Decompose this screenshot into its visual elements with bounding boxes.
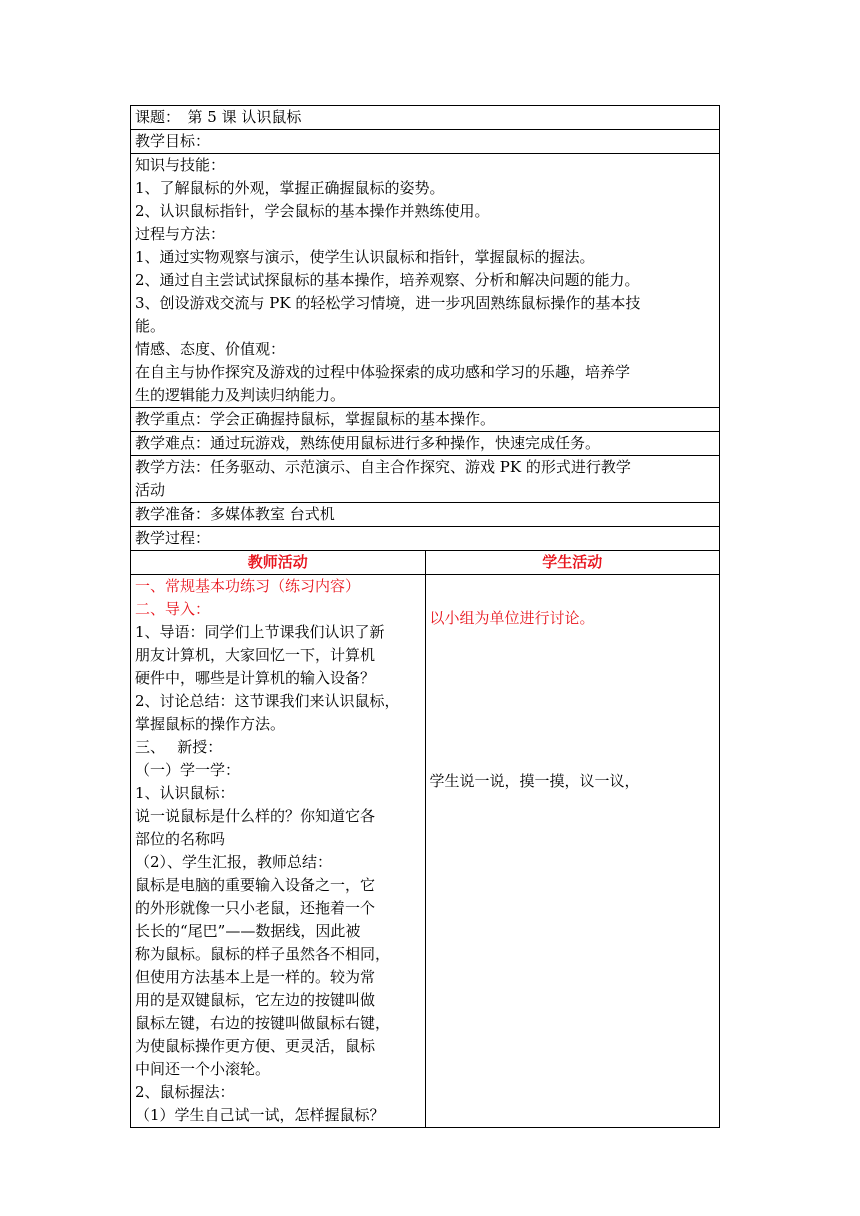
teacher-line: 朋友计算机，大家回忆一下，计算机 (135, 646, 376, 664)
preparation-cell (131, 503, 720, 527)
teacher-line: 部位的名称吗 (135, 830, 226, 848)
teacher-line: 2、鼠标握法： (135, 1083, 235, 1101)
student-activity-discussion: 以小组为单位进行讨论。 (429, 609, 595, 627)
objectives-cell (131, 154, 720, 408)
teacher-line: 长长的“尾巴”——数据线，因此被 (135, 922, 361, 940)
student-activity-explore: 学生说一说，摸一摸，议一议， (429, 772, 640, 790)
teacher-line: 为使鼠标操作更方便、更灵活，鼠标 (135, 1037, 376, 1055)
objective-line: 生的逻辑能力及判读归纳能力。 (135, 386, 346, 404)
teacher-line: （2）、学生汇报，教师总结： (135, 853, 333, 871)
teacher-line: 硬件中，哪些是计算机的输入设备？ (135, 669, 376, 687)
teacher-line: 中间还一个小滚轮。 (135, 1060, 271, 1078)
teacher-activity-cell (131, 575, 426, 1128)
difficulty: 教学难点：通过玩游戏，熟练使用鼠标进行多种操作，快速完成任务。 (135, 434, 601, 452)
key-point: 教学重点：学会正确握持鼠标，掌握鼠标的基本操作。 (135, 410, 496, 428)
process-heading: 教学过程： (135, 529, 211, 547)
teacher-line: 但使用方法基本上是一样的。较为常 (135, 968, 376, 986)
method-cell (131, 456, 720, 503)
teacher-line: 的外形就像一只小老鼠，还拖着一个 (135, 899, 376, 917)
objectives-heading-cell (131, 130, 720, 154)
teacher-line: 掌握鼠标的操作方法。 (135, 715, 286, 733)
objective-line: 1、了解鼠标的外观，掌握正确握鼠标的姿势。 (135, 179, 445, 197)
process-heading-cell (131, 527, 720, 551)
difficulty-cell (131, 432, 720, 456)
objective-line: 在自主与协作探究及游戏的过程中体验探索的成功感和学习的乐趣，培养学 (135, 363, 631, 381)
teacher-line: 三、 新授： (135, 738, 223, 756)
teacher-line: 用的是双键鼠标，它左边的按键叫做 (135, 991, 376, 1009)
teacher-line: 称为鼠标。鼠标的样子虽然各不相同， (135, 945, 391, 963)
teacher-line: 2、讨论总结：这节课我们来认识鼠标， (135, 692, 400, 710)
lesson-plan-document (130, 105, 720, 1128)
teacher-line: （1）学生自己试一试，怎样握鼠标？ (135, 1106, 385, 1124)
objective-line: 2、认识鼠标指针，学会鼠标的基本操作并熟练使用。 (135, 202, 490, 220)
teacher-line: 1、认识鼠标： (135, 784, 235, 802)
objective-line: 知识与技能： (135, 156, 226, 174)
lesson-plan-table (130, 105, 720, 1128)
teacher-column-header: 教师活动 (131, 551, 426, 575)
lesson-title: 课题： 第 5 课 认识鼠标 (135, 108, 302, 126)
method-line: 教学方法：任务驱动、示范演示、自主合作探究、游戏 PK 的形式进行教学 (135, 458, 631, 476)
teacher-line: 1、导语：同学们上节课我们认识了新 (135, 623, 385, 641)
preparation: 教学准备：多媒体教室 台式机 (135, 505, 335, 523)
teacher-line: 鼠标是电脑的重要输入设备之一，它 (135, 876, 376, 894)
title-cell (131, 106, 720, 130)
objective-line: 过程与方法： (135, 225, 226, 243)
objectives-heading: 教学目标： (135, 132, 211, 150)
teacher-line: 鼠标左键，右边的按键叫做鼠标右键， (135, 1014, 391, 1032)
objective-line: 情感、态度、价值观： (135, 340, 286, 358)
key-point-cell (131, 408, 720, 432)
teacher-line: 说一说鼠标是什么样的？你知道它各 (135, 807, 376, 825)
teacher-line: 一、常规基本功练习（练习内容） (135, 577, 361, 595)
objective-line: 1、通过实物观察与演示，使学生认识鼠标和指针，掌握鼠标的握法。 (135, 248, 595, 266)
teacher-line: 二、导入： (135, 600, 211, 618)
student-activity-cell (425, 575, 720, 1128)
method-line: 活动 (135, 481, 166, 499)
objective-line: 3、创设游戏交流与 PK 的轻松学习情境，进一步巩固熟练鼠标操作的基本技 (135, 294, 641, 312)
objective-line: 2、通过自主尝试试探鼠标的基本操作，培养观察、分析和解决问题的能力。 (135, 271, 640, 289)
student-column-header: 学生活动 (425, 551, 720, 575)
teacher-line: （一）学一学： (135, 761, 241, 779)
objective-line: 能。 (135, 317, 166, 335)
